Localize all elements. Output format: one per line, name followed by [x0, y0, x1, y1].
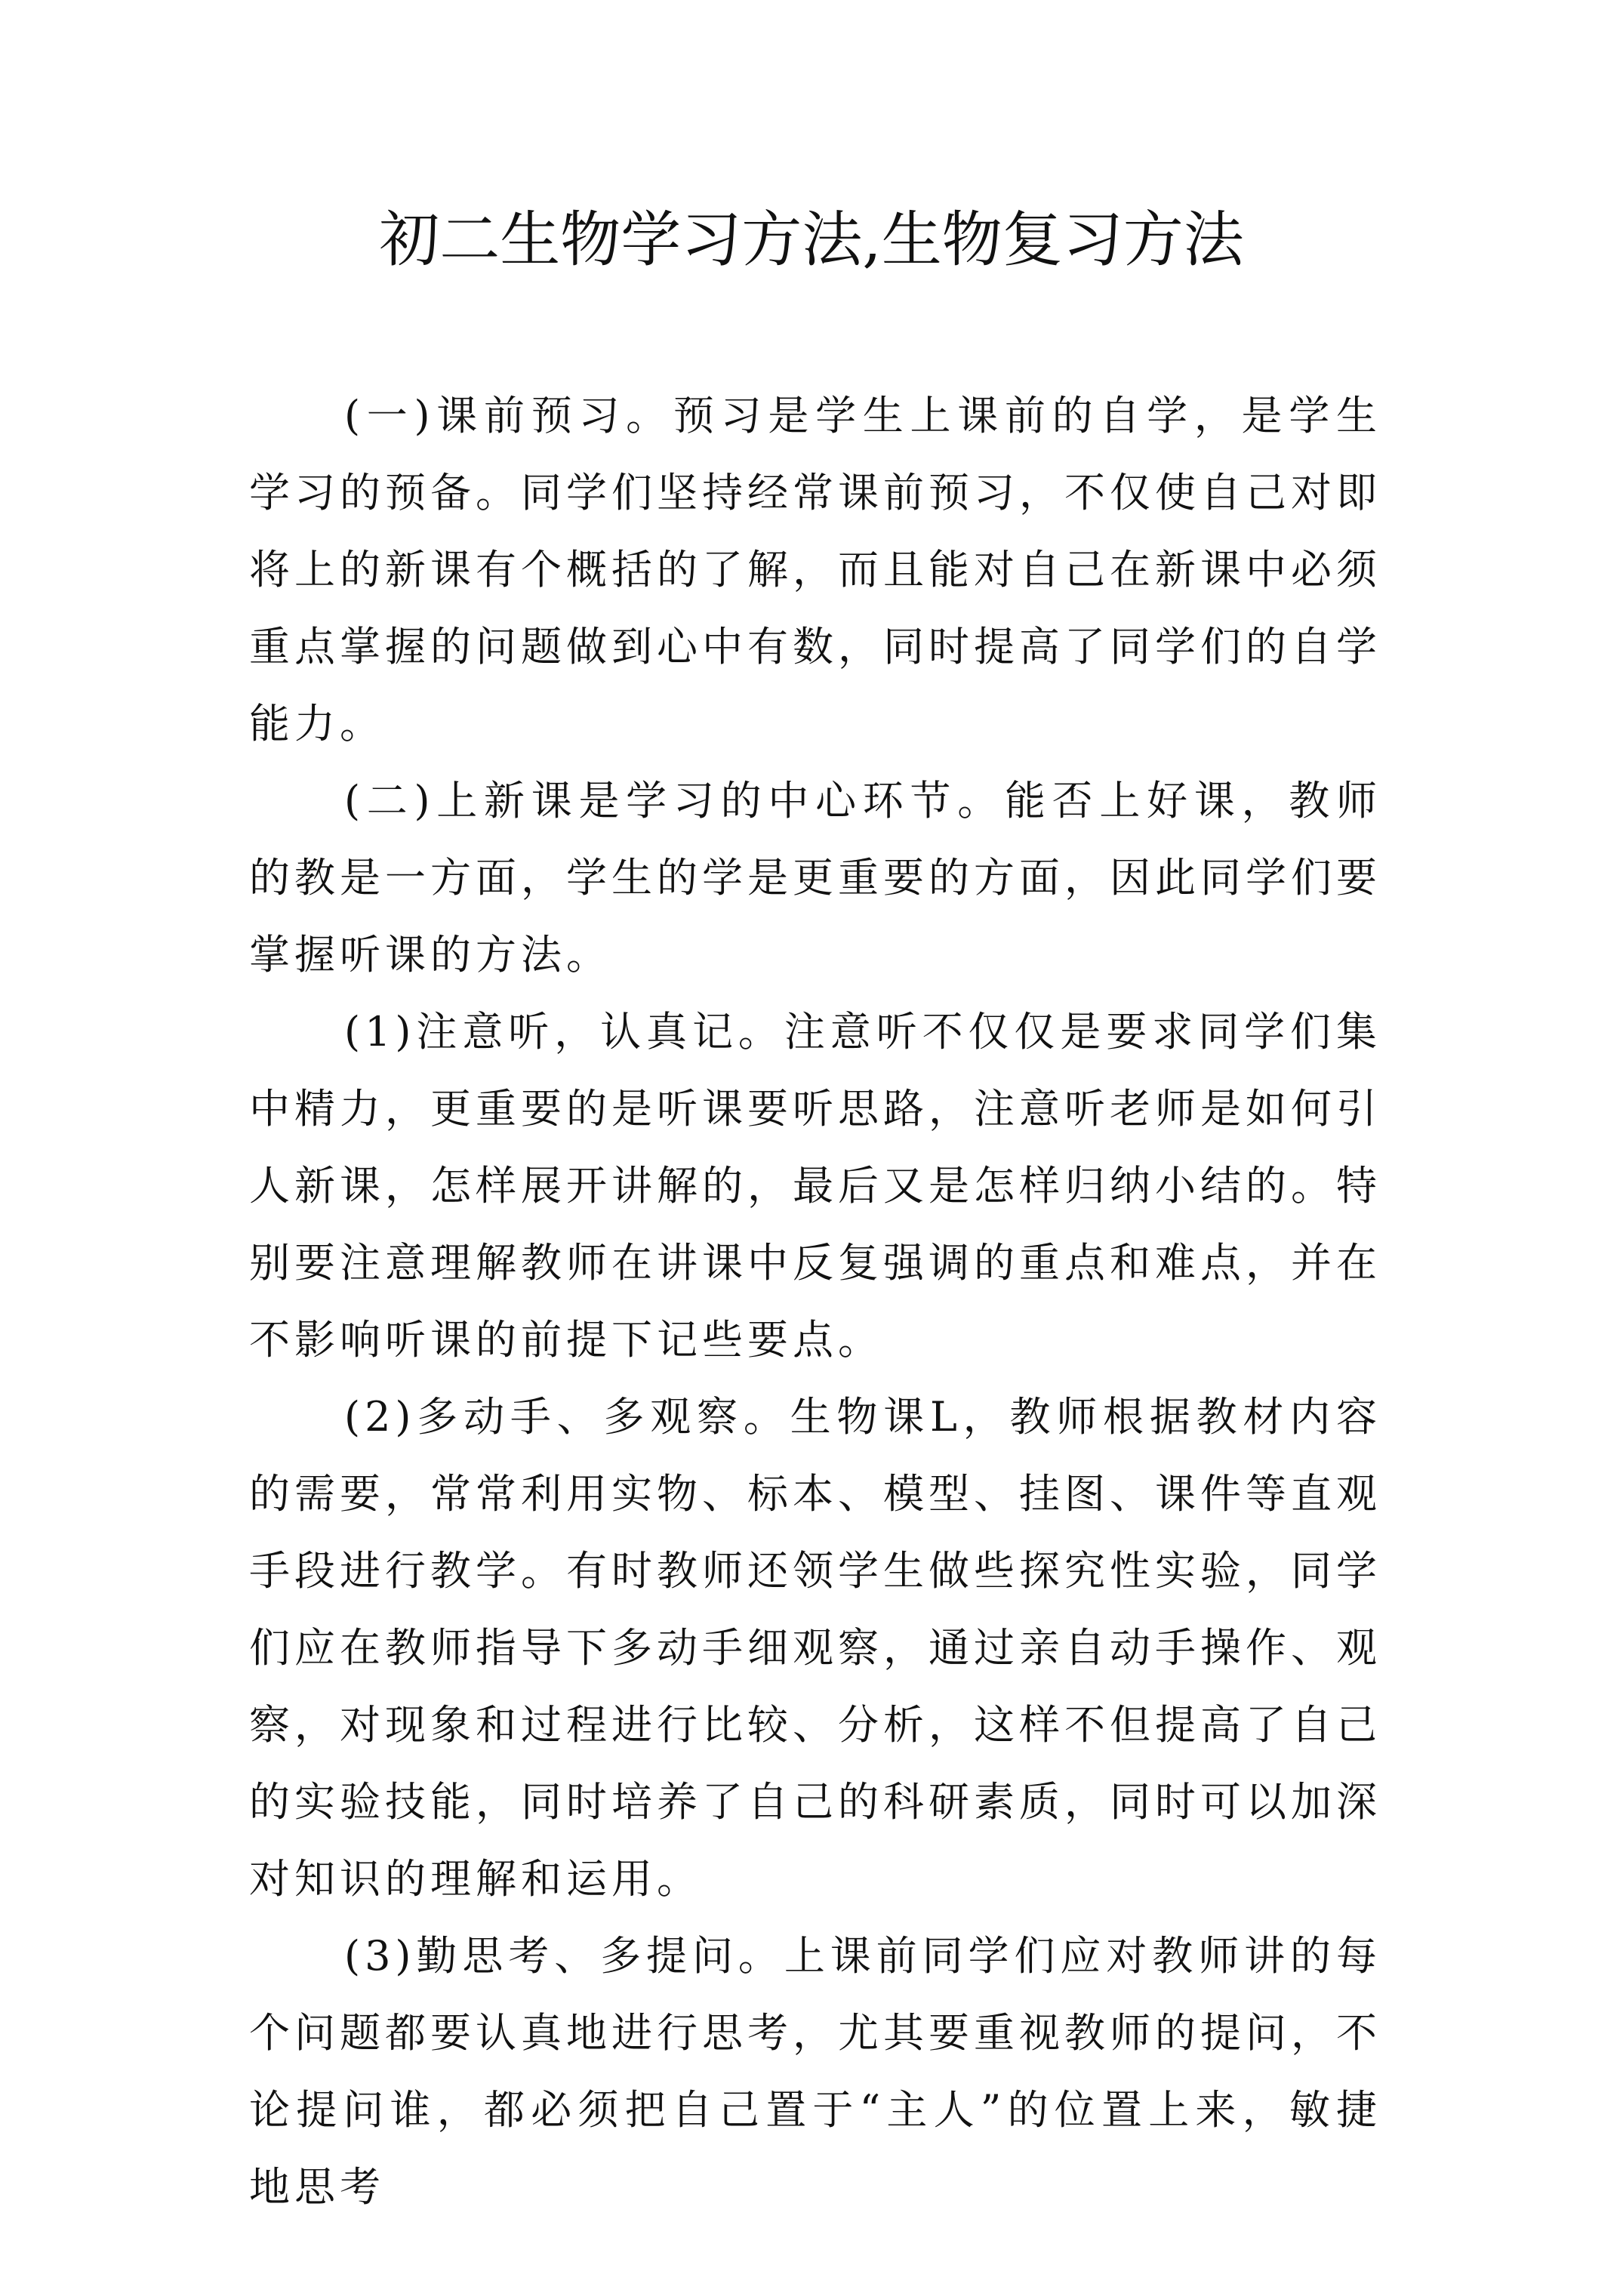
document-title: 初二生物学习方法,生物复习方法 — [379, 205, 1244, 275]
paragraph-preview: (一)课前预习。预习是学生上课前的自学，是学生学习的预备。同学们坚持经常课前预习，不仅使自己对即将上的新课有个概括的了解，而且能对自己在新课中必须重点掌握的问题做到心中有数，同时提高了同学们的自学能力。 — [249, 392, 1381, 747]
paragraph-observe: (2)多动手、多观察。生物课L，教师根据教材内容的需要，常常利用实物、标本、模型、挂图、课件等直观手段进行教学。有时教师还领学生做些探究性实验，同学们应在教师指导下多动手细观察，通过亲自动手操作、观察，对现象和过程进行比较、分析，这样不但提高了自己的实验技能，同时培养了自己的科研素质，同时可以加深对知识的理解和运用。 — [249, 1393, 1381, 1903]
paragraph-listen: (1)注意听，认真记。注意听不仅仅是要求同学们集中精力，更重要的是听课要听思路，注意听老师是如何引人新课，怎样展开讲解的，最后又是怎样归纳小结的。特别要注意理解教师在讲课中反复强调的重点和难点，并在不影响听课的前提下记些要点。 — [249, 1008, 1381, 1364]
document-body — [249, 378, 1381, 2226]
paragraph-new-lesson: (二)上新课是学习的中心环节。能否上好课，教师的教是一方面，学生的学是更重要的方面，因此同学们要掌握听课的方法。 — [249, 777, 1381, 978]
paragraph-think: (3)勤思考、多提问。上课前同学们应对教师讲的每个问题都要认真地进行思考，尤其要重视教师的提问，不论提问谁，都必须把自己置于“主人”的位置上来，敏捷地思考 — [249, 1932, 1381, 2211]
